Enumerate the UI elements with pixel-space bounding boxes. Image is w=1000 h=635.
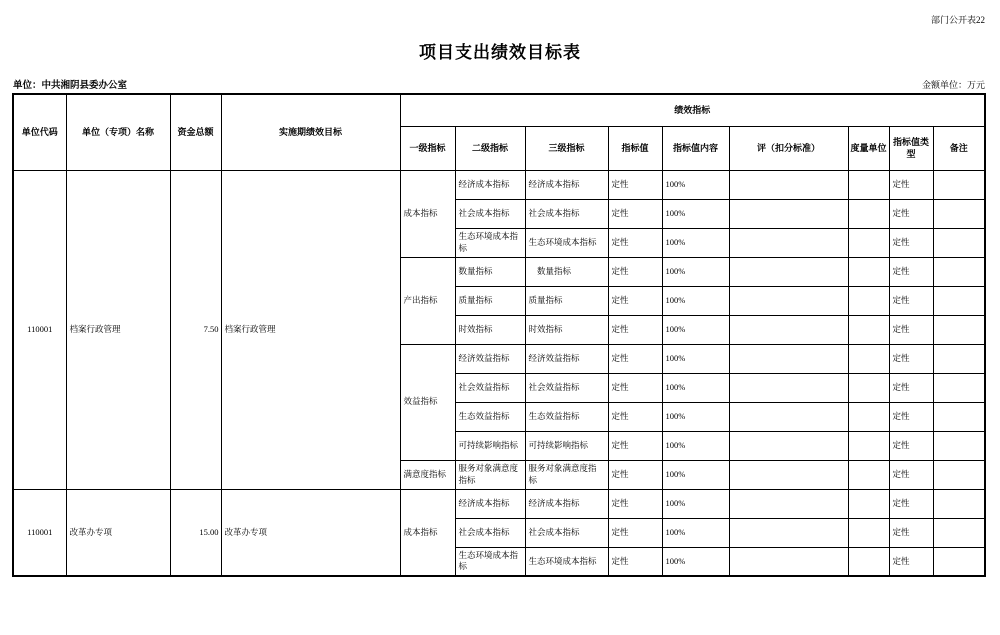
measure-unit-cell — [848, 199, 889, 228]
measure-unit-cell — [848, 460, 889, 489]
indicator-value-cell: 定性 — [608, 460, 662, 489]
level3-indicator-cell: 质量指标 — [525, 286, 608, 315]
indicator-value-cell: 定性 — [608, 257, 662, 286]
remark-cell — [933, 460, 985, 489]
level2-indicator-cell: 生态环境成本指标 — [455, 228, 525, 257]
level2-indicator-cell: 时效指标 — [455, 315, 525, 344]
level3-indicator-cell: 服务对象满意度指标 — [525, 460, 608, 489]
period-target-cell: 档案行政管理 — [221, 170, 400, 489]
eval-standard-cell — [729, 518, 848, 547]
indicator-content-cell: 100% — [662, 547, 729, 576]
eval-standard-cell — [729, 489, 848, 518]
unit-label: 单位：中共湘阴县委办公室 — [13, 81, 128, 91]
unit-code-cell: 110001 — [13, 489, 66, 576]
value-type-cell: 定性 — [889, 489, 933, 518]
measure-unit-cell — [848, 315, 889, 344]
level2-indicator-cell: 生态效益指标 — [455, 402, 525, 431]
value-type-header: 指标值类型 — [889, 126, 933, 170]
indicator-content-header: 指标值内容 — [662, 126, 729, 170]
unit-code-cell: 110001 — [13, 170, 66, 489]
level3-indicator-cell: 经济效益指标 — [525, 344, 608, 373]
value-type-cell: 定性 — [889, 344, 933, 373]
level2-indicator-cell: 社会成本指标 — [455, 518, 525, 547]
remark-cell — [933, 489, 985, 518]
measure-unit-cell — [848, 170, 889, 199]
table-row — [13, 489, 985, 518]
level3-indicator-cell: 生态环境成本指标 — [525, 547, 608, 576]
value-type-cell: 定性 — [889, 402, 933, 431]
performance-indicators-header: 绩效指标 — [400, 94, 985, 126]
value-type-cell: 定性 — [889, 170, 933, 199]
indicator-value-cell: 定性 — [608, 518, 662, 547]
eval-standard-cell — [729, 373, 848, 402]
measure-unit-cell — [848, 431, 889, 460]
level3-indicator-cell: 数量指标 — [525, 257, 608, 286]
total-funds-cell: 15.00 — [170, 489, 221, 576]
doc-number-label: 部门公开表22 — [930, 15, 985, 25]
indicator-content-cell: 100% — [662, 199, 729, 228]
indicator-value-cell: 定性 — [608, 489, 662, 518]
value-type-cell: 定性 — [889, 315, 933, 344]
level1-indicator-cell: 成本指标 — [400, 489, 455, 576]
indicator-value-header: 指标值 — [608, 126, 662, 170]
level3-indicator-cell: 社会成本指标 — [525, 518, 608, 547]
measure-unit-cell — [848, 402, 889, 431]
meta-row — [13, 77, 985, 91]
remark-cell — [933, 199, 985, 228]
measure-unit-cell — [848, 518, 889, 547]
indicator-content-cell: 100% — [662, 257, 729, 286]
level1-header: 一级指标 — [400, 126, 455, 170]
remark-cell — [933, 431, 985, 460]
indicator-content-cell: 100% — [662, 315, 729, 344]
level1-indicator-cell: 产出指标 — [400, 257, 455, 344]
level3-indicator-cell: 生态环境成本指标 — [525, 228, 608, 257]
value-type-cell: 定性 — [889, 547, 933, 576]
level3-indicator-cell: 社会成本指标 — [525, 199, 608, 228]
period-target-header: 实施期绩效目标 — [221, 94, 400, 170]
remark-cell — [933, 402, 985, 431]
eval-standard-cell — [729, 547, 848, 576]
remark-cell — [933, 228, 985, 257]
table-header — [13, 94, 985, 170]
amount-unit-label: 金额单位：万元 — [921, 80, 985, 90]
indicator-content-cell: 100% — [662, 402, 729, 431]
indicator-value-cell: 定性 — [608, 315, 662, 344]
eval-standard-cell — [729, 199, 848, 228]
measure-unit-cell — [848, 286, 889, 315]
unit-name-cell: 档案行政管理 — [66, 170, 170, 489]
level2-indicator-cell: 服务对象满意度指标 — [455, 460, 525, 489]
eval-standard-cell — [729, 170, 848, 199]
eval-standard-cell — [729, 402, 848, 431]
eval-standard-cell — [729, 344, 848, 373]
performance-target-table — [12, 93, 986, 577]
indicator-value-cell: 定性 — [608, 547, 662, 576]
measure-unit-cell — [848, 489, 889, 518]
indicator-content-cell: 100% — [662, 170, 729, 199]
level1-indicator-cell: 效益指标 — [400, 344, 455, 460]
level3-header: 三级指标 — [525, 126, 608, 170]
page-title: 项目支出绩效目标表 — [419, 43, 581, 62]
indicator-value-cell: 定性 — [608, 344, 662, 373]
indicator-content-cell: 100% — [662, 373, 729, 402]
indicator-value-cell: 定性 — [608, 286, 662, 315]
measure-unit-cell — [848, 228, 889, 257]
value-type-cell: 定性 — [889, 373, 933, 402]
level3-indicator-cell: 可持续影响指标 — [525, 431, 608, 460]
eval-standard-cell — [729, 257, 848, 286]
eval-standard-cell — [729, 228, 848, 257]
indicator-content-cell: 100% — [662, 489, 729, 518]
remark-cell — [933, 518, 985, 547]
level3-indicator-cell: 生态效益指标 — [525, 402, 608, 431]
indicator-content-cell: 100% — [662, 228, 729, 257]
table-row — [13, 170, 985, 199]
value-type-cell: 定性 — [889, 518, 933, 547]
value-type-cell: 定性 — [889, 199, 933, 228]
measure-unit-cell — [848, 257, 889, 286]
level2-indicator-cell: 质量指标 — [455, 286, 525, 315]
level2-indicator-cell: 经济成本指标 — [455, 489, 525, 518]
value-type-cell: 定性 — [889, 257, 933, 286]
level2-indicator-cell: 经济成本指标 — [455, 170, 525, 199]
indicator-value-cell: 定性 — [608, 199, 662, 228]
measure-unit-cell — [848, 344, 889, 373]
remark-header: 备注 — [933, 126, 985, 170]
indicator-content-cell: 100% — [662, 460, 729, 489]
remark-cell — [933, 257, 985, 286]
level1-indicator-cell: 满意度指标 — [400, 460, 455, 489]
unit-name-header: 单位（专项）名称 — [66, 94, 170, 170]
measure-unit-header: 度量单位 — [848, 126, 889, 170]
indicator-content-cell: 100% — [662, 518, 729, 547]
eval-standard-cell — [729, 460, 848, 489]
unit-code-header: 单位代码 — [13, 94, 66, 170]
remark-cell — [933, 547, 985, 576]
table-body — [13, 170, 985, 576]
level2-indicator-cell: 生态环境成本指标 — [455, 547, 525, 576]
indicator-value-cell: 定性 — [608, 228, 662, 257]
value-type-cell: 定性 — [889, 460, 933, 489]
eval-standard-cell — [729, 315, 848, 344]
indicator-content-cell: 100% — [662, 286, 729, 315]
level3-indicator-cell: 社会效益指标 — [525, 373, 608, 402]
period-target-cell: 改革办专项 — [221, 489, 400, 576]
indicator-content-cell: 100% — [662, 431, 729, 460]
remark-cell — [933, 170, 985, 199]
level2-indicator-cell: 经济效益指标 — [455, 344, 525, 373]
remark-cell — [933, 315, 985, 344]
value-type-cell: 定性 — [889, 286, 933, 315]
indicator-content-cell: 100% — [662, 344, 729, 373]
level1-indicator-cell: 成本指标 — [400, 170, 455, 257]
indicator-value-cell: 定性 — [608, 402, 662, 431]
total-funds-cell: 7.50 — [170, 170, 221, 489]
level2-header: 二级指标 — [455, 126, 525, 170]
value-type-cell: 定性 — [889, 431, 933, 460]
eval-standard-header: 评（扣分标准） — [729, 126, 848, 170]
remark-cell — [933, 373, 985, 402]
remark-cell — [933, 286, 985, 315]
level3-indicator-cell: 经济成本指标 — [525, 489, 608, 518]
level2-indicator-cell: 可持续影响指标 — [455, 431, 525, 460]
measure-unit-cell — [848, 547, 889, 576]
level3-indicator-cell: 时效指标 — [525, 315, 608, 344]
indicator-value-cell: 定性 — [608, 373, 662, 402]
total-funds-header: 资金总额 — [170, 94, 221, 170]
indicator-value-cell: 定性 — [608, 431, 662, 460]
level2-indicator-cell: 社会成本指标 — [455, 199, 525, 228]
unit-name-cell: 改革办专项 — [66, 489, 170, 576]
level3-indicator-cell: 经济成本指标 — [525, 170, 608, 199]
level2-indicator-cell: 社会效益指标 — [455, 373, 525, 402]
eval-standard-cell — [729, 431, 848, 460]
value-type-cell: 定性 — [889, 228, 933, 257]
measure-unit-cell — [848, 373, 889, 402]
remark-cell — [933, 344, 985, 373]
eval-standard-cell — [729, 286, 848, 315]
indicator-value-cell: 定性 — [608, 170, 662, 199]
level2-indicator-cell: 数量指标 — [455, 257, 525, 286]
